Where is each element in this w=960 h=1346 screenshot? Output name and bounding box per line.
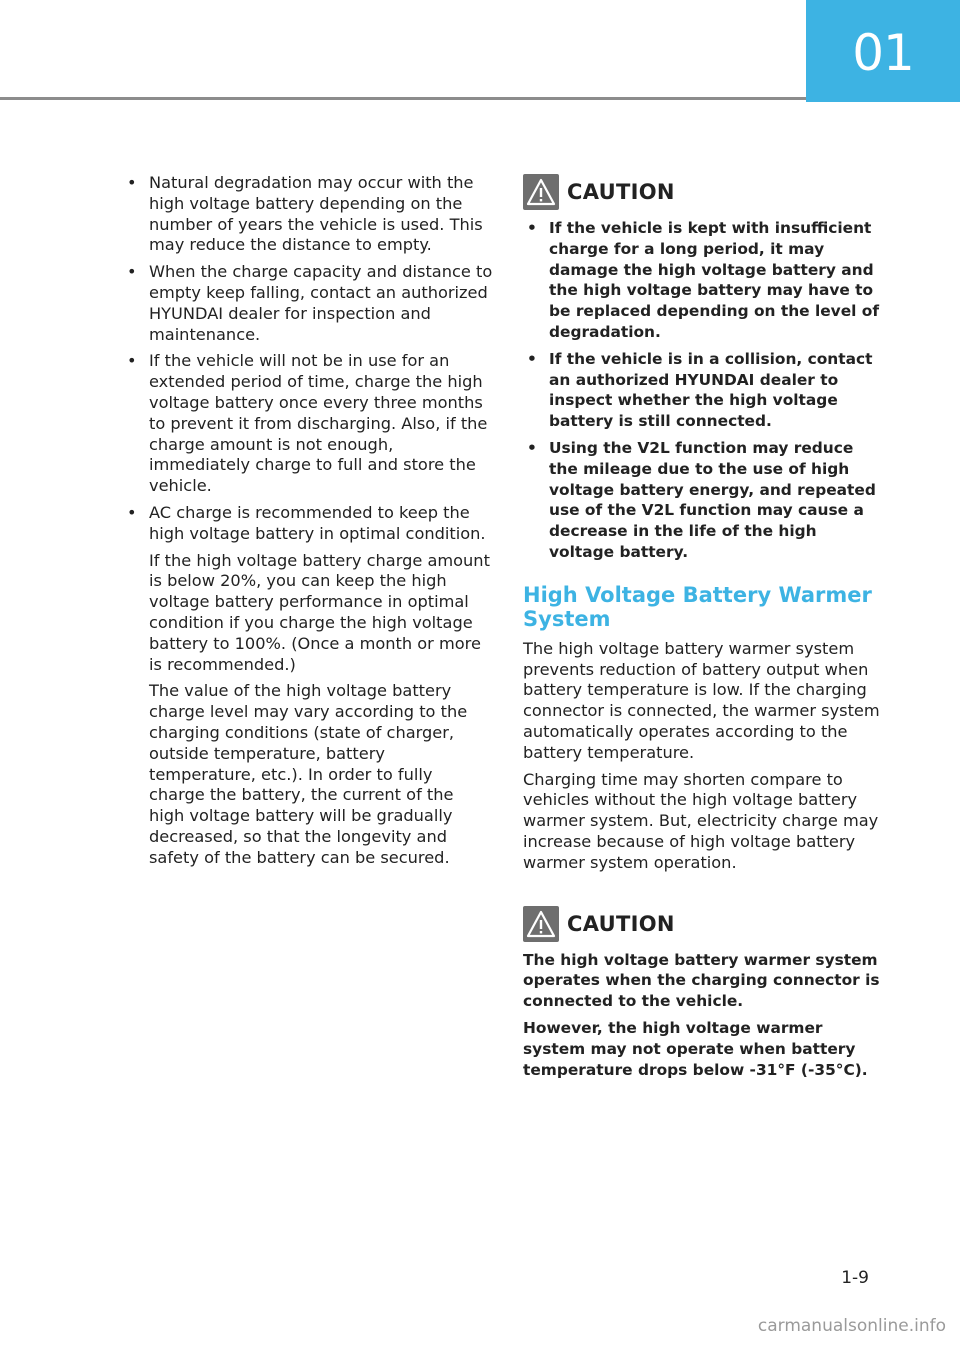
paragraph: However, the high voltage warmer system may not operate when battery temperature drops below -31°F (-35°C). (523, 1018, 868, 1079)
list-item (123, 351, 493, 497)
page-number: 1-9 (841, 1268, 869, 1288)
caution-body (523, 218, 885, 563)
paragraph: The high voltage battery warmer system operates when the charging connector is connected to the vehicle. (523, 950, 880, 1011)
bullet-icon: • (127, 502, 137, 522)
right-column (523, 172, 885, 1086)
warning-triangle-icon (523, 174, 559, 210)
caution-title: CAUTION (567, 911, 675, 936)
bullet-icon: • (527, 438, 537, 457)
bullet-text: Using the V2L function may reduce the mileage due to the use of high voltage battery energy, and repeated use of the V2L function may cause a decrease in the life of the high voltage battery. (549, 438, 876, 561)
sub-paragraph: If the high voltage battery charge amount is below 20%, you can keep the high voltage battery performance in optimal condition if you charge the high voltage battery to 100%. (Once a month or more is recommended.) (149, 550, 490, 674)
sub-paragraph: The value of the high voltage battery charge level may vary according to the charging conditions (state of charger, outside temperature, battery temperature, etc.). In order to fully charge the battery, the current of the high voltage battery will be gradually decreased, so that the longevity and safety of the battery can be secured. (149, 681, 468, 867)
header-rule (0, 97, 806, 100)
caution-bullet-list (523, 218, 885, 563)
caution-body (523, 950, 885, 1081)
bullet-text: Natural degradation may occur with the high voltage battery depending on the number of years the vehicle is used. This may reduce the distance to empty. (149, 173, 483, 255)
caution-header (523, 904, 885, 944)
bullet-text: When the charge capacity and distance to empty keep falling, contact an authorized HYUNDAI dealer for inspection and maintenance. (149, 262, 493, 344)
left-bullet-list (123, 173, 493, 869)
warning-triangle-icon (523, 906, 559, 942)
list-item (523, 218, 885, 343)
caution-box-2 (523, 904, 885, 1081)
bullet-icon: • (127, 351, 137, 371)
bullet-icon: • (527, 349, 537, 368)
caution-header (523, 172, 885, 212)
paragraph: Charging time may shorten compare to vehicles without the high voltage battery warmer system. But, electricity charge may increase because of high voltage battery warmer system operation. (523, 769, 879, 872)
watermark: carmanualsonline.info (757, 1316, 946, 1336)
bullet-text: If the vehicle is kept with insufficient charge for a long period, it may damage the high voltage battery and the high voltage battery may have to be replaced depending on the level of degradation. (549, 219, 880, 341)
bullet-icon: • (527, 219, 537, 237)
caution-title: CAUTION (567, 180, 675, 204)
left-column (123, 173, 493, 875)
list-item (523, 438, 885, 563)
list-item (123, 503, 493, 869)
bullet-text: If the vehicle will not be in use for an extended period of time, charge the high voltage battery once every three months to prevent it from discharging. Also, if the charge amount is not enough, immediately charge to full and store the vehicle. (149, 351, 488, 496)
section-title: High Voltage Battery Warmer System (523, 582, 872, 631)
list-item (123, 173, 493, 256)
list-item (523, 349, 885, 432)
bullet-text: If the vehicle is in a collision, contact an authorized HYUNDAI dealer to inspect whether the high voltage battery is still connected. (549, 349, 873, 431)
chapter-number: 01 (852, 24, 914, 82)
paragraph: The high voltage battery warmer system prevents reduction of battery output when battery temperature is low. If the charging connector is connected, the warmer system automatically operates according to the battery temperature. (523, 638, 880, 762)
caution-box-1 (523, 172, 885, 563)
list-item (123, 262, 493, 345)
chapter-tab (806, 0, 960, 102)
bullet-icon: • (127, 262, 137, 282)
bullet-text: AC charge is recommended to keep the high voltage battery in optimal condition. (149, 502, 486, 543)
bullet-icon: • (127, 173, 137, 192)
section-body (523, 639, 885, 874)
